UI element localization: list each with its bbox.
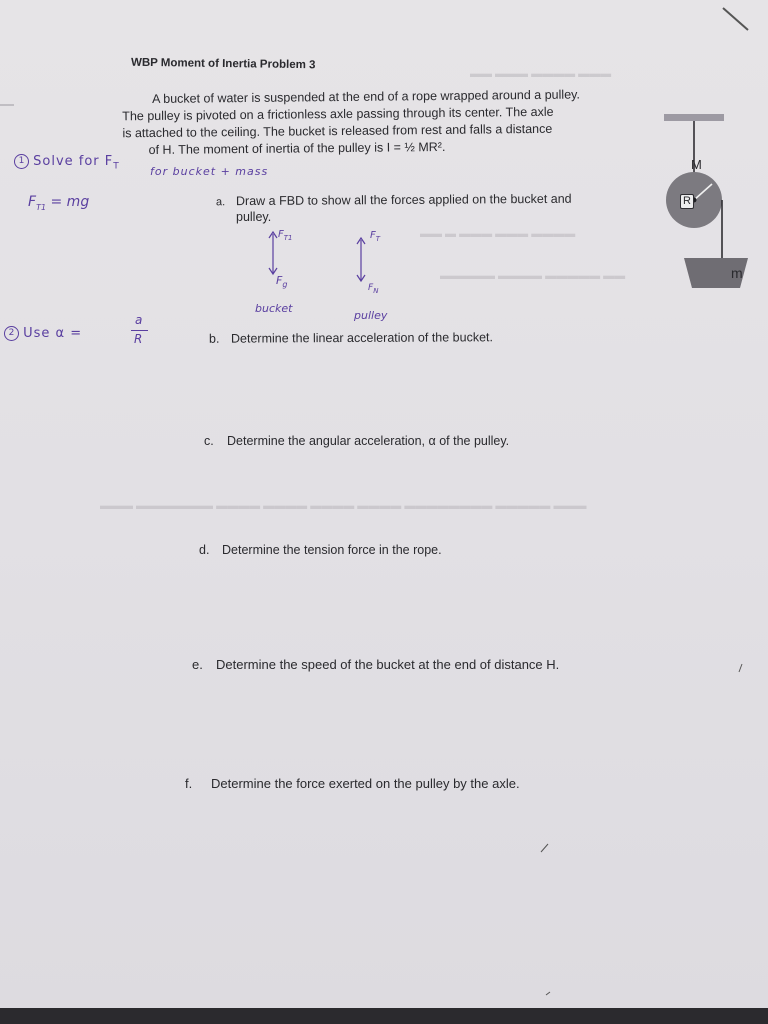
part-text: Draw a FBD to show all the forces applied on the bucket and: [235, 191, 572, 209]
label-sub: N: [373, 286, 379, 295]
part-letter: d.: [199, 543, 210, 557]
tension-equation: [28, 194, 89, 212]
worksheet-title: WBP Moment of Inertia Problem 3: [130, 56, 316, 72]
fbd-pulley-bottom-label: [368, 283, 378, 295]
part-letter: a.: [215, 196, 226, 209]
part-letter: e.: [192, 657, 203, 672]
pulley-figure: [650, 108, 740, 298]
label-text: F: [370, 230, 376, 241]
eq-lhs-sub: T1: [36, 202, 47, 212]
step1-sub: T: [113, 161, 119, 172]
part-b: [209, 329, 493, 347]
part-a: [216, 191, 572, 210]
ceiling-hatch: [664, 114, 724, 121]
part-letter: b.: [208, 331, 220, 346]
part-text: Determine the force exerted on the pulley by the axle.: [211, 776, 520, 791]
fbd-bucket-top-label: [278, 229, 293, 242]
problem-stem: [122, 86, 581, 158]
radius-label: R: [680, 194, 694, 209]
bucket-mass-label: m: [731, 265, 743, 281]
eq-lhs: F: [28, 194, 37, 210]
part-e: [192, 656, 559, 674]
part-text: Determine the angular acceleration, α of the pulley.: [227, 434, 510, 448]
part-c: [204, 433, 509, 450]
stem-line: of H. The moment of inertia of the pulley is I = ½ MR².: [148, 139, 446, 157]
part-f: [185, 775, 520, 793]
fbd-bucket-label: bucket: [255, 302, 293, 315]
part-d: [199, 542, 442, 559]
label-text: F: [368, 283, 374, 293]
label-text: F: [276, 274, 283, 287]
step1-note: [14, 154, 119, 172]
part-text: Determine the tension force in the rope.: [222, 543, 442, 557]
stem-line: A bucket of water is suspended at the end of a rope wrapped around a pulley.: [152, 87, 580, 106]
part-a-continued: pulley.: [236, 210, 272, 224]
label-text: F: [278, 229, 284, 240]
bleed-through-text: ▬▬ ▬▬▬ ▬▬▬▬ ▬▬▬: [470, 68, 612, 80]
pulley-mass-label: M: [691, 157, 702, 172]
step1-text: Solve for F: [33, 154, 114, 169]
label-sub: T: [375, 235, 381, 243]
step1-note-cont: for bucket + mass: [150, 165, 269, 178]
label-sub: T1: [283, 234, 293, 242]
step2-text: Use α =: [23, 326, 83, 341]
bleed-through-text: ▬▬▬▬▬ ▬▬▬▬ ▬▬▬▬▬ ▬▬: [440, 270, 626, 282]
part-letter: c.: [204, 434, 214, 448]
part-text: Determine the linear acceleration of the bucket.: [230, 330, 493, 346]
fbd-pulley-label: pulley: [354, 309, 388, 322]
bleed-through-text: ▬▬ ▬ ▬▬▬ ▬▬▬ ▬▬▬▬: [420, 228, 576, 240]
bleed-through-text: ▬▬▬ ▬▬▬▬▬▬▬ ▬▬▬▬ ▬▬▬▬ ▬▬▬▬ ▬▬▬▬ ▬▬▬▬▬▬▬▬ ▬▬▬▬▬ ▬▬▬: [100, 500, 587, 512]
fraction-bar: [131, 330, 148, 331]
desk-edge: [0, 1008, 768, 1024]
part-text: Determine the speed of the bucket at the end of distance H.: [216, 657, 560, 672]
step-number-circle: 2: [4, 326, 19, 341]
part-letter: f.: [185, 776, 193, 791]
fbd-bucket-bottom-label: [276, 274, 287, 289]
fraction-denominator: R: [134, 332, 143, 346]
step-number-circle: 1: [14, 154, 29, 169]
eq-rhs: = mg: [50, 194, 90, 210]
step2-note: [4, 326, 82, 341]
fraction-numerator: a: [135, 313, 143, 327]
stem-line: is attached to the ceiling. The bucket is released from rest and falls a distance: [122, 121, 553, 141]
stem-line: The pulley is pivoted on a frictionless axle passing through its center. The axle: [122, 104, 554, 124]
fbd-pulley-top-label: [370, 230, 380, 243]
label-sub: g: [282, 280, 288, 290]
